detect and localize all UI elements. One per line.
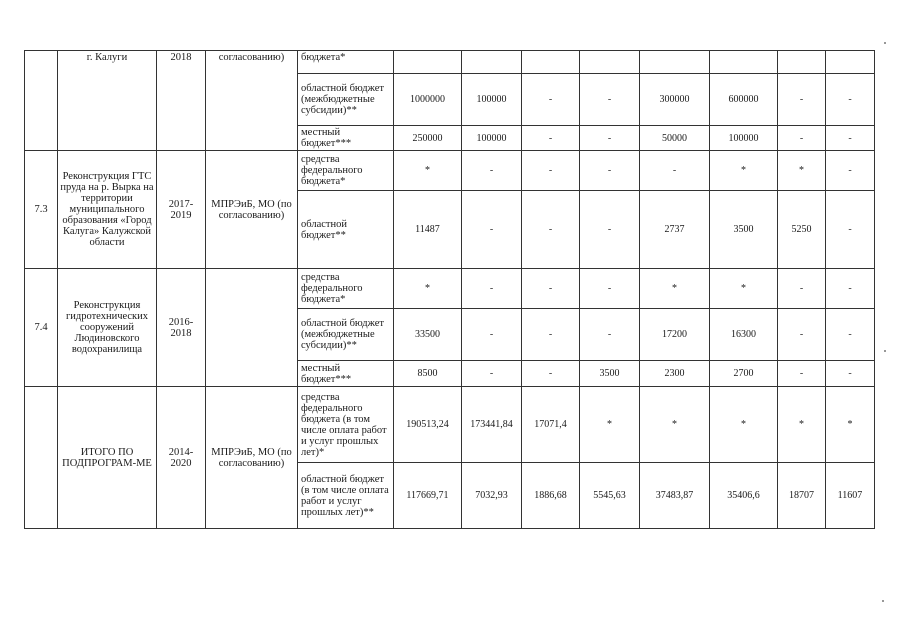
amount-cell: - (522, 151, 580, 191)
amount-cell: - (580, 126, 640, 151)
amount-cell: 600000 (710, 74, 778, 126)
amount-cell: - (826, 151, 875, 191)
amount-cell: 117669,71 (394, 463, 462, 529)
measure-name-cell: Реконструкция ГТС пруда на р. Вырка на территории муниципального образования «Город Калуга» Калужской области (58, 151, 157, 269)
amount-cell (710, 51, 778, 74)
table-row (25, 269, 875, 309)
years-cell: 2017-2019 (157, 151, 206, 269)
row-number-cell: 7.4 (25, 269, 58, 387)
amount-cell: 11487 (394, 191, 462, 269)
amount-cell: * (580, 387, 640, 463)
amount-cell: 3500 (710, 191, 778, 269)
table-row (25, 387, 875, 463)
amount-cell: * (640, 269, 710, 309)
budget-table (24, 50, 875, 529)
amount-cell: - (778, 269, 826, 309)
amount-cell: 17071,4 (522, 387, 580, 463)
funding-source-cell: бюджета* (298, 51, 394, 74)
amount-cell (394, 51, 462, 74)
amount-cell: - (522, 126, 580, 151)
amount-cell: - (462, 151, 522, 191)
amount-cell: 37483,87 (640, 463, 710, 529)
amount-cell: 7032,93 (462, 463, 522, 529)
amount-cell: - (826, 309, 875, 361)
amount-cell: - (462, 361, 522, 387)
amount-cell (778, 51, 826, 74)
amount-cell (462, 51, 522, 74)
funding-source-cell: местный бюджет*** (298, 361, 394, 387)
amount-cell (522, 51, 580, 74)
amount-cell: - (580, 74, 640, 126)
years-cell: 2016-2018 (157, 269, 206, 387)
years-cell: 2018 (157, 51, 206, 151)
funding-source-cell: областной бюджет (межбюджетные субсидии)** (298, 74, 394, 126)
scan-speck (882, 600, 884, 602)
measure-name-cell: Реконструкция гидротехнических сооружений Людиновского водохранилища (58, 269, 157, 387)
row-number-cell: 7.3 (25, 151, 58, 269)
amount-cell: 100000 (710, 126, 778, 151)
amount-cell: 50000 (640, 126, 710, 151)
amount-cell: 33500 (394, 309, 462, 361)
scan-speck (884, 42, 886, 44)
amount-cell: 300000 (640, 74, 710, 126)
amount-cell: - (826, 191, 875, 269)
funding-source-cell: областной бюджет** (298, 191, 394, 269)
years-cell: 2014-2020 (157, 387, 206, 529)
measure-name-cell: г. Калуги (58, 51, 157, 151)
amount-cell: - (580, 191, 640, 269)
amount-cell: 250000 (394, 126, 462, 151)
amount-cell (640, 51, 710, 74)
measure-name-cell: ИТОГО ПО ПОДПРОГРАМ-МЕ (58, 387, 157, 529)
amount-cell: - (826, 269, 875, 309)
amount-cell: 5545,63 (580, 463, 640, 529)
amount-cell: - (462, 269, 522, 309)
executor-cell: согласованию) (206, 51, 298, 151)
amount-cell: 17200 (640, 309, 710, 361)
funding-source-cell: средства федерального бюджета* (298, 151, 394, 191)
amount-cell: - (462, 309, 522, 361)
executor-cell: МПРЭиБ, МО (по согласованию) (206, 151, 298, 269)
amount-cell: 2300 (640, 361, 710, 387)
amount-cell: * (640, 387, 710, 463)
amount-cell: - (778, 126, 826, 151)
amount-cell: - (522, 74, 580, 126)
amount-cell: * (710, 151, 778, 191)
amount-cell: 18707 (778, 463, 826, 529)
amount-cell: * (710, 387, 778, 463)
funding-source-cell: областной бюджет (межбюджетные субсидии)** (298, 309, 394, 361)
amount-cell: - (462, 191, 522, 269)
amount-cell: 100000 (462, 126, 522, 151)
row-number-cell (25, 387, 58, 529)
amount-cell: - (580, 309, 640, 361)
amount-cell: - (826, 361, 875, 387)
amount-cell (826, 51, 875, 74)
amount-cell: * (710, 269, 778, 309)
funding-source-cell: местный бюджет*** (298, 126, 394, 151)
amount-cell: * (778, 387, 826, 463)
funding-source-cell: средства федерального бюджета* (298, 269, 394, 309)
amount-cell: - (522, 309, 580, 361)
amount-cell: * (394, 269, 462, 309)
amount-cell: - (640, 151, 710, 191)
amount-cell: - (580, 151, 640, 191)
amount-cell: 11607 (826, 463, 875, 529)
amount-cell: 100000 (462, 74, 522, 126)
amount-cell: 16300 (710, 309, 778, 361)
document-page (24, 50, 874, 529)
amount-cell (580, 51, 640, 74)
amount-cell: * (826, 387, 875, 463)
amount-cell: - (826, 74, 875, 126)
amount-cell: 173441,84 (462, 387, 522, 463)
table-row (25, 51, 875, 74)
amount-cell: - (580, 269, 640, 309)
executor-cell: МПРЭиБ, МО (по согласованию) (206, 387, 298, 529)
amount-cell: * (778, 151, 826, 191)
scan-speck (884, 350, 886, 352)
amount-cell: 190513,24 (394, 387, 462, 463)
funding-source-cell: средства федерального бюджета (в том числе оплата работ и услуг прошлых лет)* (298, 387, 394, 463)
amount-cell: - (522, 361, 580, 387)
row-number-cell (25, 51, 58, 151)
amount-cell: 2737 (640, 191, 710, 269)
table-row (25, 151, 875, 191)
amount-cell: 5250 (778, 191, 826, 269)
funding-source-cell: областной бюджет (в том числе оплата работ и услуг прошлых лет)** (298, 463, 394, 529)
amount-cell: 8500 (394, 361, 462, 387)
amount-cell: - (522, 191, 580, 269)
amount-cell: - (778, 309, 826, 361)
amount-cell: 2700 (710, 361, 778, 387)
amount-cell: 35406,6 (710, 463, 778, 529)
amount-cell: 1000000 (394, 74, 462, 126)
amount-cell: - (778, 361, 826, 387)
amount-cell: - (522, 269, 580, 309)
amount-cell: - (826, 126, 875, 151)
amount-cell: 3500 (580, 361, 640, 387)
amount-cell: 1886,68 (522, 463, 580, 529)
executor-cell (206, 269, 298, 387)
amount-cell: * (394, 151, 462, 191)
amount-cell: - (778, 74, 826, 126)
